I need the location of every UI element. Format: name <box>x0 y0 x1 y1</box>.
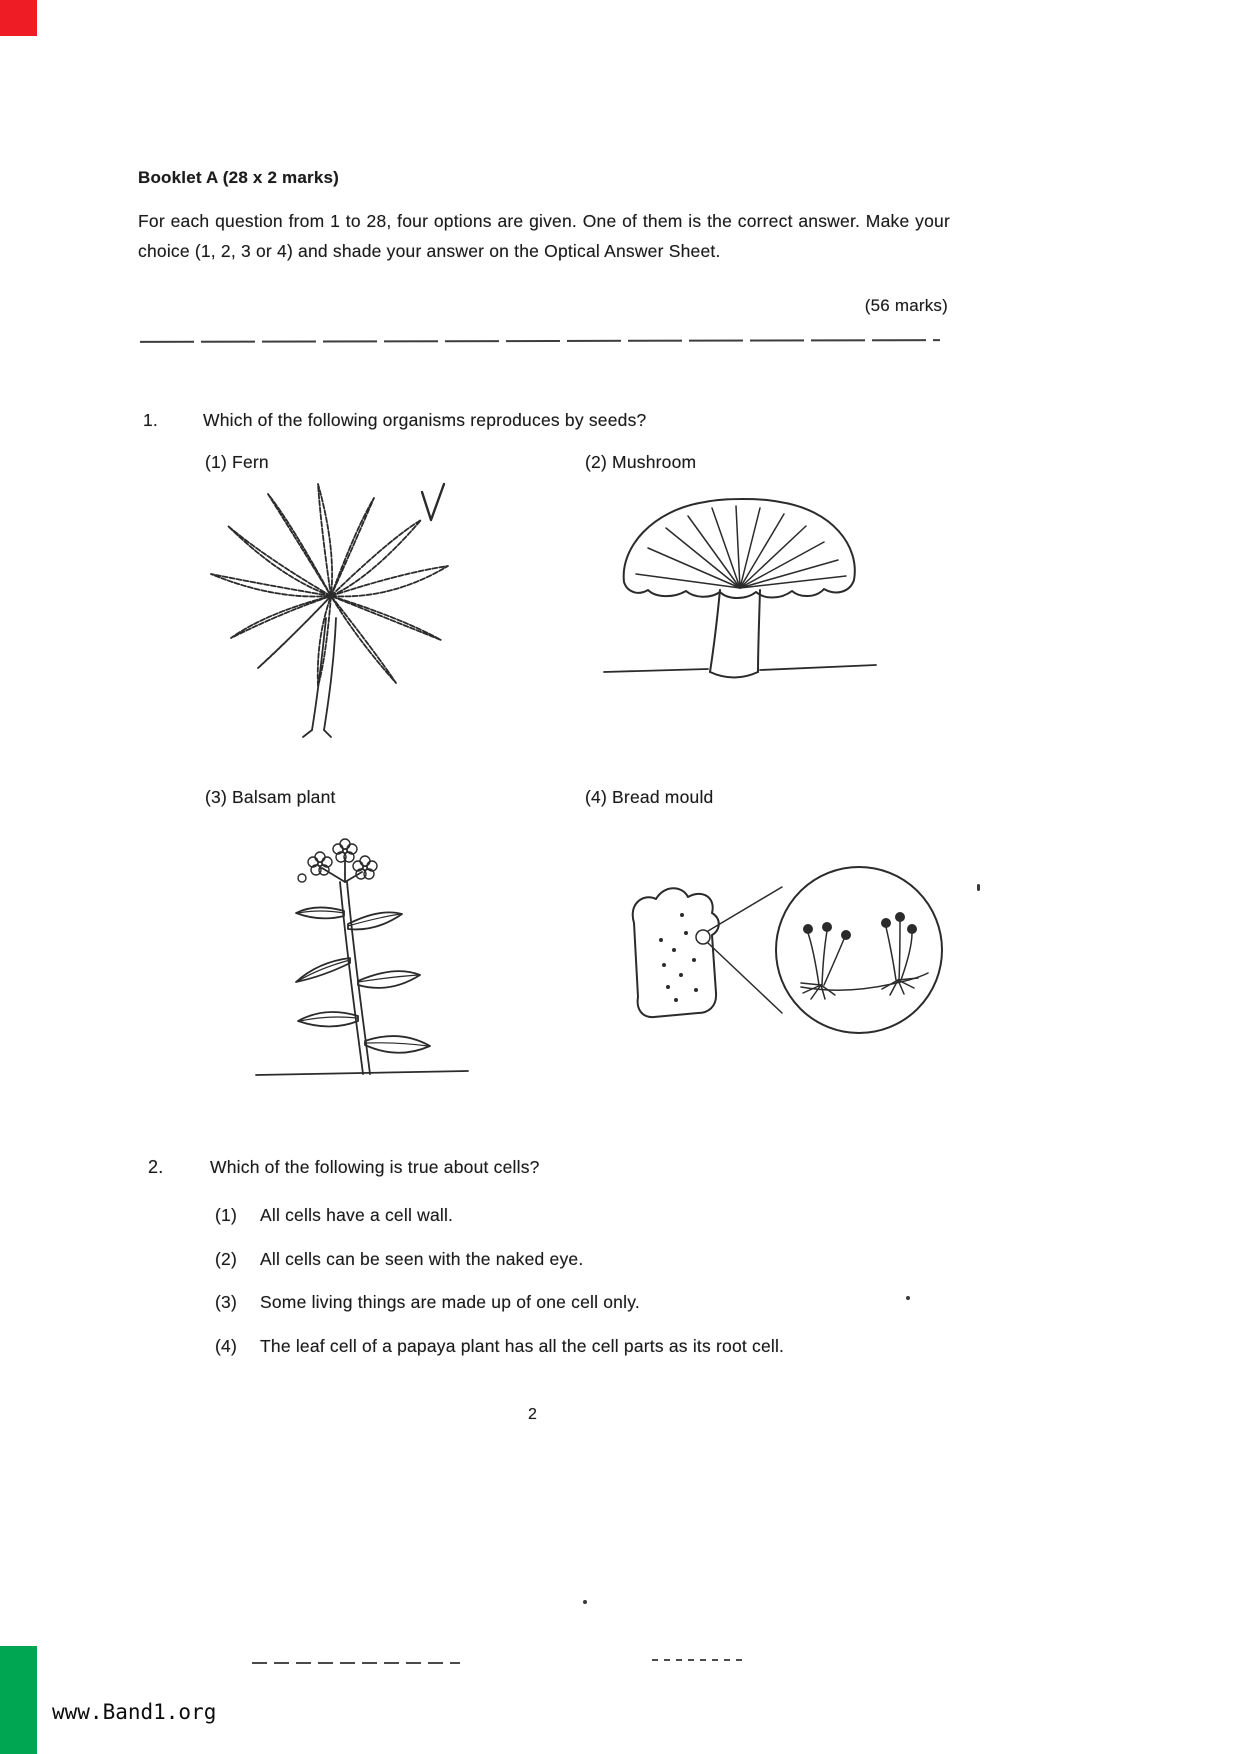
q1-option-3-label: (3) Balsam plant <box>205 787 336 807</box>
balsam-plant-line-drawing-svg <box>250 816 480 1081</box>
q2-option-2-text: All cells can be seen with the naked eye. <box>260 1249 584 1269</box>
page-number: 2 <box>528 1406 538 1423</box>
bread-mould-illustration <box>606 845 956 1057</box>
fern-line-drawing-svg <box>196 478 461 743</box>
header-separator-line <box>140 339 940 343</box>
q2-option-1-text: All cells have a cell wall. <box>260 1205 454 1225</box>
q2-option-3-text: Some living things are made up of one cell only. <box>260 1292 640 1312</box>
question-2-number: 2. <box>148 1157 164 1177</box>
q1-option-1-label: (1) Fern <box>205 452 269 472</box>
q1-option-2-label: (2) Mushroom <box>585 452 697 472</box>
question-1-number: 1. <box>143 410 158 430</box>
q2-option-2-number: (2) <box>215 1249 237 1269</box>
mushroom-illustration <box>600 486 880 701</box>
scan-speck <box>906 1296 910 1300</box>
q2-option-4-number: (4) <box>215 1336 237 1356</box>
scan-speck <box>583 1600 587 1604</box>
question-2-text: Which of the following is true about cells? <box>210 1157 540 1177</box>
q1-option-4-label: (4) Bread mould <box>585 787 714 807</box>
q2-option-3-number: (3) <box>215 1292 237 1312</box>
scan-speck <box>977 884 980 891</box>
footer-dashed-line <box>252 1662 460 1664</box>
balsam-plant-illustration <box>250 816 480 1081</box>
fern-illustration <box>196 478 461 743</box>
marks-total: (56 marks) <box>864 296 948 315</box>
mushroom-line-drawing-svg <box>600 486 880 701</box>
footer-dotted-line <box>652 1659 744 1661</box>
scan-corner-red-mark <box>0 0 37 36</box>
bread-mould-line-drawing-svg <box>606 845 956 1057</box>
scan-corner-green-mark <box>0 1646 37 1754</box>
booklet-title: Booklet A (28 x 2 marks) <box>138 168 340 187</box>
q2-option-4-text: The leaf cell of a papaya plant has all the cell parts as its root cell. <box>260 1336 785 1356</box>
watermark-url: www.Band1.org <box>52 1700 217 1724</box>
instructions-paragraph: For each question from 1 to 28, four options are given. One of them is the correct answer. Make your choice (1, 2, 3 or 4) and shade your answer on the Optical Answer Sheet. <box>138 211 950 262</box>
q2-option-1-number: (1) <box>215 1205 237 1225</box>
question-1-text: Which of the following organisms reproduces by seeds? <box>203 410 647 430</box>
